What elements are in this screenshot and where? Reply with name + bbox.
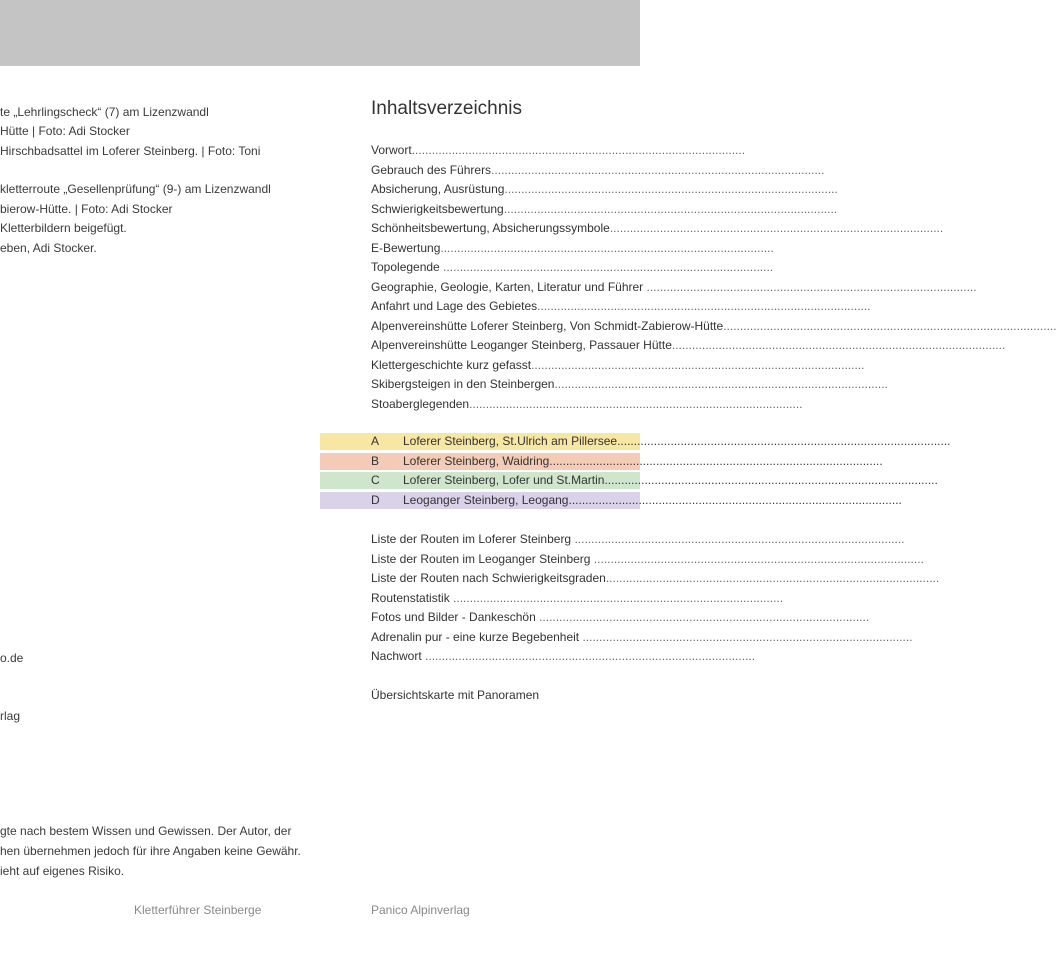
- toc-entry-label: Vorwort: [371, 143, 412, 157]
- disclaimer-line: gte nach bestem Wissen und Gewissen. Der Autor, der: [0, 824, 292, 838]
- toc-entry-label: Anfahrt und Lage des Gebietes: [371, 299, 538, 313]
- section-label: Loferer Steinberg, St.Ulrich am Pillersee....................................................................................................: [403, 434, 951, 448]
- toc-entry[interactable]: [371, 608, 870, 627]
- toc-entry[interactable]: [371, 356, 865, 375]
- toc-entry[interactable]: [371, 647, 756, 666]
- toc-entry-label: Schwierigkeitsbewertung: [371, 202, 504, 216]
- right-footer: Panico Alpinverlag: [371, 903, 470, 917]
- dot-leader: ...................................................................................................: [421, 649, 756, 663]
- dot-leader: ...................................................................................................: [449, 591, 784, 605]
- toc-entry[interactable]: [371, 530, 905, 549]
- credit-line: Hütte | Foto: Adi Stocker: [0, 124, 130, 138]
- section-letter: A: [371, 434, 380, 448]
- dot-leader: ...................................................................................................: [571, 532, 905, 546]
- toc-entry-label: Liste der Routen nach Schwierigkeitsgraden: [371, 571, 606, 585]
- toc-entry[interactable]: [371, 336, 1006, 355]
- section-letter: B: [371, 454, 380, 468]
- toc-entry-label: Stoaberglegenden: [371, 397, 470, 411]
- toc-entry-label: Alpenvereinshütte Loferer Steinberg, Von Schmidt-Zabierow-Hütte: [371, 319, 724, 333]
- toc-entry-label: Schönheitsbewertung, Absicherungssymbole: [371, 221, 610, 235]
- dot-leader: ...................................................................................................: [643, 280, 977, 294]
- toc-entry-label: Klettergeschichte kurz gefasst: [371, 358, 532, 372]
- toc-entry[interactable]: [371, 395, 803, 414]
- toc-entry[interactable]: [371, 141, 746, 160]
- toc-entry-label: Absicherung, Ausrüstung: [371, 182, 505, 196]
- section-b-row[interactable]: [320, 453, 883, 470]
- toc-map-entry[interactable]: [371, 686, 640, 705]
- dot-leader: ....................................................................................................: [411, 143, 746, 157]
- toc-entry-label: E-Bewertung: [371, 241, 441, 255]
- toc-entry-label: Adrenalin pur - eine kurze Begebenheit: [371, 630, 580, 644]
- toc-entry-label: Topolegende: [371, 260, 440, 274]
- disclaimer-line: ieht auf eigenes Risiko.: [0, 864, 125, 878]
- toc-entry[interactable]: [371, 239, 774, 258]
- credit-line: Hirschbadsattel im Loferer Steinberg. | Foto: Toni: [0, 144, 261, 158]
- toc-entry[interactable]: [371, 258, 774, 277]
- toc-entry-label: Nachwort: [371, 649, 422, 663]
- toc-entry-label: Übersichtskarte mit Panoramen: [371, 688, 540, 702]
- toc-entry[interactable]: [371, 180, 838, 199]
- credit-line: eben, Adi Stocker.: [0, 241, 97, 255]
- section-label: Loferer Steinberg, Waidring....................................................................................................: [403, 454, 883, 468]
- toc-entry[interactable]: [371, 589, 784, 608]
- credit-line: bierow-Hütte. | Foto: Adi Stocker: [0, 202, 173, 216]
- toc-entry-label: Skibergsteigen in den Steinbergen: [371, 377, 555, 391]
- dot-leader: ....................................................................................................: [537, 299, 871, 313]
- toc-entry[interactable]: [371, 375, 888, 394]
- toc-entry[interactable]: [371, 569, 940, 588]
- dot-leader: ....................................................................................................: [491, 163, 825, 177]
- dot-leader: ....................................................................................................: [554, 377, 888, 391]
- section-a-row[interactable]: [320, 433, 951, 450]
- dot-leader: ....................................................................................................: [723, 319, 1057, 333]
- dot-leader: ...................................................................................................: [535, 610, 870, 624]
- toc-entry[interactable]: [371, 317, 1057, 336]
- toc-entry-label: Alpenvereinshütte Leoganger Steinberg, Passauer Hütte: [371, 338, 672, 352]
- dot-leader: ...................................................................................................: [439, 260, 774, 274]
- toc-title: Inhaltsverzeichnis: [371, 98, 523, 119]
- toc-entry[interactable]: [371, 297, 871, 316]
- toc-entry[interactable]: [371, 628, 913, 647]
- dot-leader: ....................................................................................................: [531, 358, 865, 372]
- section-letter: D: [371, 493, 380, 507]
- toc-entry-label: Geographie, Geologie, Karten, Literatur und Führer: [371, 280, 644, 294]
- toc-entry-label: Gebrauch des Führers: [371, 163, 492, 177]
- credit-line: kletterroute „Gesellenprüfung“ (9-) am Lizenzwandl: [0, 182, 271, 196]
- section-d-row[interactable]: [320, 492, 902, 509]
- dot-leader: ...................................................................................................: [579, 630, 913, 644]
- toc-entry[interactable]: [371, 550, 924, 569]
- dot-leader: ...................................................................................................: [590, 552, 924, 566]
- dot-leader: ....................................................................................................: [504, 182, 838, 196]
- toc-entry-label: Fotos und Bilder - Dankeschön: [371, 610, 536, 624]
- toc-entry-label: Liste der Routen im Leoganger Steinberg: [371, 552, 591, 566]
- disclaimer-line: hen übernehmen jedoch für ihre Angaben keine Gewähr.: [0, 844, 301, 858]
- dot-leader: ....................................................................................................: [605, 571, 940, 585]
- dot-leader: ....................................................................................................: [671, 338, 1006, 352]
- section-label: Loferer Steinberg, Lofer und St.Martin....................................................................................................: [403, 473, 938, 487]
- toc-entry[interactable]: [371, 161, 825, 180]
- toc-entry[interactable]: [371, 200, 838, 219]
- section-letter: C: [371, 473, 380, 487]
- section-c-row[interactable]: [320, 472, 938, 489]
- dot-leader: ....................................................................................................: [440, 241, 774, 255]
- credit-line: te „Lehrlingscheck“ (7) am Lizenzwandl: [0, 105, 209, 119]
- toc-entry-label: Routenstatistik: [371, 591, 450, 605]
- toc-entry[interactable]: [371, 278, 977, 297]
- credit-line: Kletterbildern beigefügt.: [0, 221, 127, 235]
- left-footer: Kletterführer Steinberge: [134, 903, 262, 917]
- toc-entry-label: Liste der Routen im Loferer Steinberg: [371, 532, 572, 546]
- left-page: [0, 0, 300, 960]
- dot-leader: ....................................................................................................: [503, 202, 838, 216]
- toc-entry[interactable]: [371, 219, 944, 238]
- publisher-fragment: rlag: [0, 709, 21, 723]
- dot-leader: ....................................................................................................: [609, 221, 944, 235]
- dot-leader: ....................................................................................................: [469, 397, 803, 411]
- website-fragment: o.de: [0, 651, 24, 665]
- section-label: Leoganger Steinberg, Leogang....................................................................................................: [403, 493, 902, 507]
